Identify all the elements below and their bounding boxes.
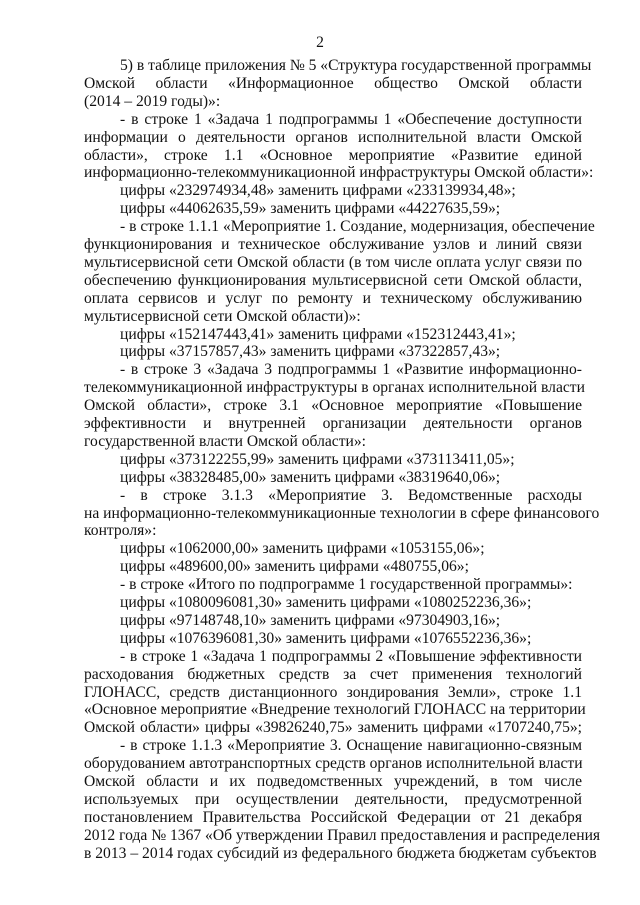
text-line: Омской области и их подведомственных учреждений, в том числе [84,773,582,790]
text-line: постановлением Правительства Российской Федерации от 21 декабря [84,808,582,826]
text-line: - в строке 3.1.3 «Мероприятие 3. Ведомственные расходы [120,486,582,504]
text-line: - в строке 1.1.1 «Мероприятие 1. Создание, модернизация, обеспечение [120,218,595,236]
text-line: цифры «232974934,48» заменить цифрами «233139934,48»; [120,182,516,200]
text-line: контроля»: [84,522,157,540]
text-line: оборудованием автотранспортных средств органов исполнительной власти [84,755,583,773]
text-line: - в строке 1 «Задача 1 подпрограммы 1 «Обеспечение доступности [120,110,582,128]
text-line: - в строке 1.1.3 «Мероприятие 3. Оснащение навигационно-связным [120,737,582,755]
text-line: используемых при осуществлении деятельности, предусмотренной [84,790,582,808]
text-line: информации о деятельности органов исполнительной власти Омской [84,128,582,146]
text-line: обеспечению функционирования мультисервисной сети Омской области, [84,271,582,289]
text-line: цифры «1076396081,30» заменить цифрами «1076552236,36»; [120,629,532,647]
text-line: цифры «152147443,41» заменить цифрами «152312443,41»; [120,325,516,343]
text-line: информационно-телекоммуникационной инфраструктуры Омской области»: [84,164,594,182]
text-line: расходования бюджетных средств за счет применения технологий [84,665,582,683]
text-line: Омской области» цифры «39826240,75» заменить цифрами «1707240,75»; [84,719,582,737]
text-line: цифры «37157857,43» заменить цифрами «37322857,43»; [120,343,501,361]
text-line: Омской области «Информационное общество Омской области [84,74,582,92]
text-line: на информационно-телекоммуникационные технологии в сфере финансового [84,504,600,522]
text-line: цифры «489600,00» заменить цифрами «480755,06»; [120,558,469,576]
text-line: «Основное мероприятие «Внедрение технологий ГЛОНАСС на территории [84,701,586,719]
text-line: цифры «1062000,00» заменить цифрами «1053155,06»; [120,540,485,558]
page-number: 2 [316,34,324,51]
text-line: - в строке 3 «Задача 3 подпрограммы 1 «Развитие информационно- [120,361,582,379]
text-line: телекоммуникационной инфраструктуры в органах исполнительной власти [84,379,585,397]
text-line: (2014 – 2019 годы)»: [84,92,221,110]
text-line: Омской области», строке 3.1 «Основное мероприятие «Повышение [84,397,582,415]
text-line: цифры «44062635,59» заменить цифрами «44227635,59»; [120,200,501,218]
text-line: мультисервисной сети Омской области (в том числе оплата услуг связи по [84,253,582,271]
text-line: ГЛОНАСС, средств дистанционного зондирования Земли», строке 1.1 [84,683,582,701]
text-line: государственной власти Омской области»: [84,432,367,450]
text-line: мультисервисной сети Омской области)»: [84,307,361,325]
text-line: 2012 года № 1367 «Об утверждении Правил предоставления и распределения [84,826,601,844]
text-line: цифры «38328485,00» заменить цифрами «38319640,06»; [120,468,501,486]
text-line: - в строке 1 «Задача 1 подпрограммы 2 «Повышение эффективности [120,647,582,665]
text-line: цифры «373122255,99» заменить цифрами «373113411,05»; [120,450,515,468]
text-line: цифры «1080096081,30» заменить цифрами «1080252236,36»; [120,594,532,611]
text-line: эффективности и внутренней организации деятельности органов [84,415,582,432]
text-line: в 2013 – 2014 годах субсидий из федерального бюджета бюджетам субъектов [84,844,597,862]
text-line: 5) в таблице приложения № 5 «Структура государственной программы [120,57,592,74]
text-line: функционирования и техническое обслуживание узлов и линий связи [84,236,582,253]
text-line: оплата сервисов и услуг по ремонту и техническому обслуживанию [84,289,582,307]
text-line: - в строке «Итого по подпрограмме 1 государственной программы»: [120,576,573,594]
text-line: области», строке 1.1 «Основное мероприятие «Развитие единой [84,146,582,164]
text-line: цифры «97148748,10» заменить цифрами «97304903,16»; [120,611,501,629]
